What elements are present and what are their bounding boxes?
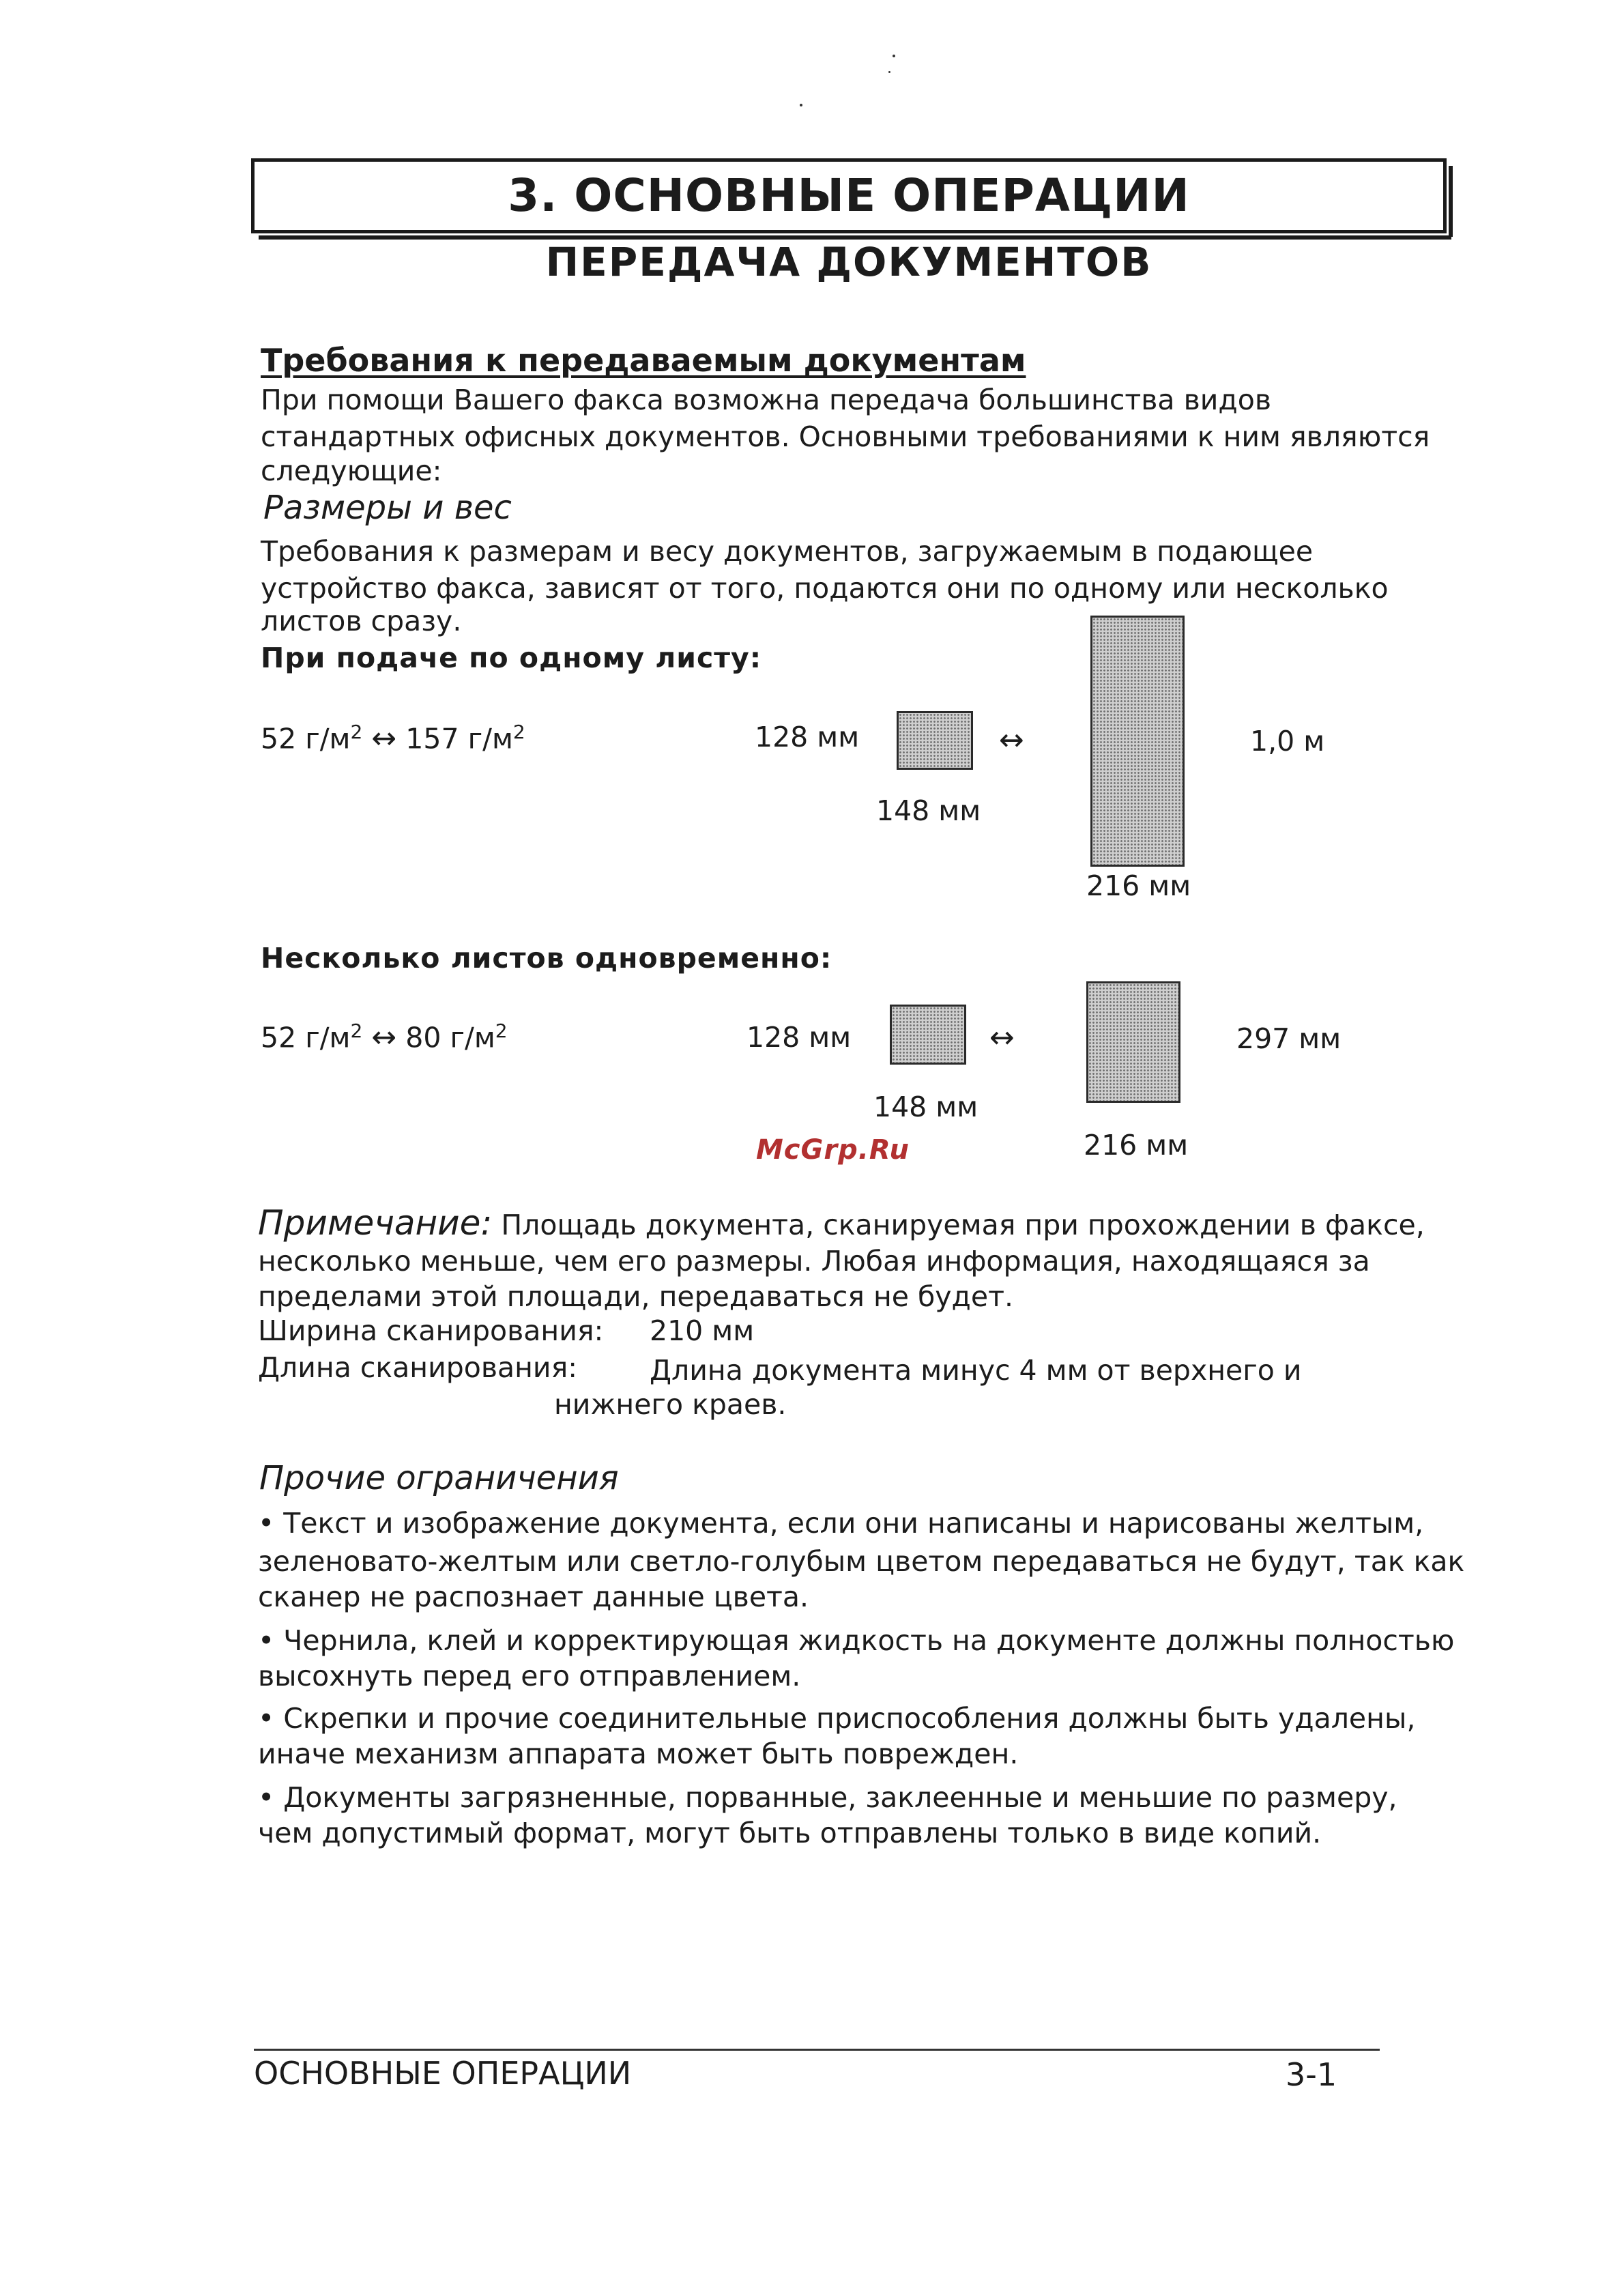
size-weight-text-line: устройство факса, зависят от того, подаются они по одному или несколько — [261, 572, 1389, 605]
min-sheet-illustration — [890, 1005, 966, 1065]
multi-max-height: 297 мм — [1236, 1022, 1342, 1055]
weight-exponent: 2 — [512, 721, 525, 743]
page-number: 3-1 — [1286, 2056, 1337, 2093]
size-arrow-icon: ↔ — [999, 723, 1024, 758]
footer-section: ОСНОВНЫЕ ОПЕРАЦИИ — [254, 2055, 632, 2092]
restriction-line: Текст и изображение документа, если они написаны и нарисованы желтым, — [283, 1507, 1424, 1540]
range-arrow-icon: ↔ — [371, 721, 397, 756]
restriction-line: сканер не распознает данные цвета. — [258, 1581, 809, 1613]
bullet-icon: • — [258, 1781, 275, 1814]
restriction-line: чем допустимый формат, могут быть отправлены только в виде копий. — [258, 1817, 1322, 1849]
weight-exponent: 2 — [350, 1020, 363, 1042]
single-max-height: 1,0 м — [1250, 725, 1325, 758]
multi-min-width: 148 мм — [873, 1091, 978, 1123]
bullet-icon: • — [258, 1624, 275, 1657]
requirements-intro-line: При помощи Вашего факса возможна передача большинства видов — [261, 384, 1271, 416]
scan-width-label: Ширина сканирования: — [258, 1314, 604, 1347]
weight-max: 157 г/м — [405, 722, 513, 755]
restriction-item — [258, 1623, 1454, 1659]
watermark: McGrp.Ru — [756, 1134, 910, 1166]
bullet-icon: • — [258, 1507, 275, 1540]
requirements-intro-line: стандартных офисных документов. Основными требованиями к ним являются — [261, 420, 1430, 453]
weight-min: 52 г/м — [261, 1021, 351, 1054]
scan-width-value: 210 мм — [650, 1314, 755, 1347]
size-weight-text-line: листов сразу. — [261, 605, 462, 637]
note-line: несколько меньше, чем его размеры. Любая информация, находящаяся за — [258, 1245, 1370, 1278]
footer-divider — [254, 2049, 1380, 2051]
single-min-height: 128 мм — [755, 721, 860, 753]
note-first-line — [258, 1205, 1425, 1243]
multi-max-width: 216 мм — [1084, 1129, 1189, 1162]
restriction-line: Скрепки и прочие соединительные приспособления должны быть удалены, — [283, 1702, 1416, 1735]
restriction-line: Документы загрязненные, порванные, заклеенные и меньшие по размеру, — [283, 1781, 1397, 1814]
weight-max: 80 г/м — [405, 1021, 495, 1054]
weight-exponent: 2 — [495, 1020, 508, 1042]
size-weight-heading: Размеры и вес — [263, 489, 512, 527]
scan-length-value: нижнего краев. — [554, 1388, 787, 1421]
scan-length-value: Длина документа минус 4 мм от верхнего и — [650, 1354, 1302, 1387]
single-min-width: 148 мм — [876, 794, 981, 827]
scan-speck — [893, 55, 895, 57]
scan-length-label: Длина сканирования: — [258, 1351, 578, 1384]
scan-speck — [888, 71, 890, 73]
restriction-line: иначе механизм аппарата может быть поврежден. — [258, 1737, 1019, 1770]
note-line: Площадь документа, сканируемая при прохождении в факсе, — [501, 1209, 1425, 1241]
max-sheet-illustration — [1090, 616, 1185, 867]
restriction-item — [258, 1780, 1397, 1816]
restriction-item — [258, 1505, 1423, 1542]
note-line: пределами этой площади, передаваться не будет. — [258, 1280, 1014, 1313]
multi-min-height: 128 мм — [746, 1021, 852, 1054]
single-sheet-heading: При подаче по одному листу: — [261, 641, 762, 674]
chapter-title: 3. ОСНОВНЫЕ ОПЕРАЦИИ — [508, 169, 1190, 222]
multi-sheet-heading: Несколько листов одновременно: — [261, 942, 832, 975]
bullet-icon: • — [258, 1702, 275, 1735]
restriction-item — [258, 1701, 1415, 1737]
size-weight-text-line: Требования к размерам и весу документов, загружаемым в подающее — [261, 535, 1314, 568]
weight-min: 52 г/м — [261, 722, 351, 755]
single-sheet-weight — [261, 714, 525, 758]
requirements-heading: Требования к передаваемым документам — [261, 342, 1026, 379]
multi-sheet-weight — [261, 1013, 508, 1056]
section-subtitle: ПЕРЕДАЧА ДОКУМЕНТОВ — [545, 239, 1152, 285]
other-restrictions-heading: Прочие ограничения — [259, 1459, 619, 1497]
requirements-intro-line: следующие: — [261, 455, 442, 487]
min-sheet-illustration — [897, 711, 973, 770]
size-arrow-icon: ↔ — [989, 1020, 1015, 1055]
restriction-line: Чернила, клей и корректирующая жидкость на документе должны полностью — [283, 1624, 1455, 1657]
restriction-line: высохнуть перед его отправлением. — [258, 1660, 801, 1692]
single-max-width: 216 мм — [1086, 869, 1191, 902]
weight-exponent: 2 — [350, 721, 363, 743]
scan-speck — [800, 104, 802, 106]
range-arrow-icon: ↔ — [371, 1020, 397, 1055]
restriction-line: зеленовато-желтым или светло-голубым цветом передаваться не будут, так как — [258, 1545, 1465, 1578]
note-label: Примечание: — [258, 1203, 493, 1243]
max-sheet-illustration — [1086, 981, 1180, 1103]
